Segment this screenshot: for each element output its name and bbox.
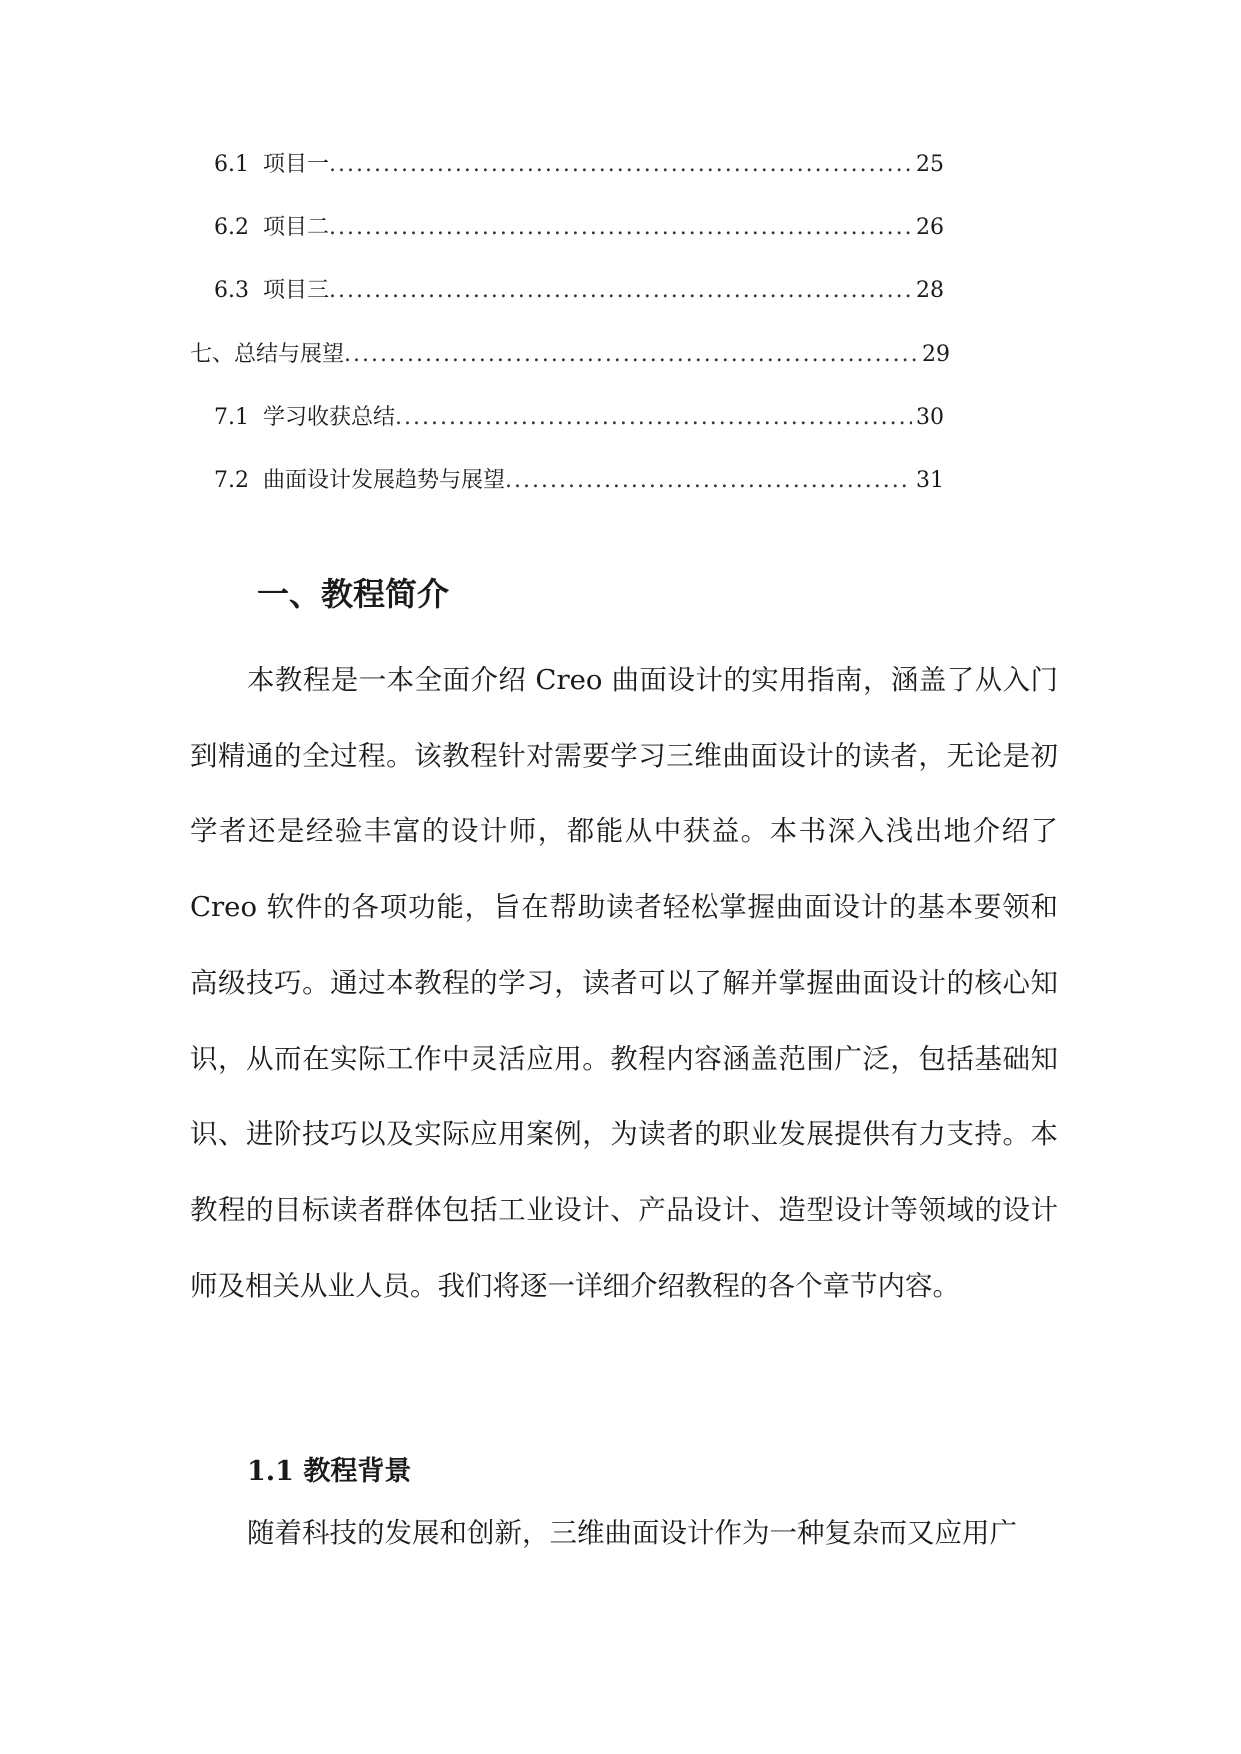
toc-entry-number: 6.2: [214, 215, 249, 240]
toc-entry-title: 七、总结与展望: [190, 342, 345, 367]
toc-entry[interactable]: [214, 211, 944, 245]
toc-entry-number: 6.3: [214, 278, 249, 303]
toc-entry-title: 项目二: [263, 215, 330, 240]
toc-entry-number: 6.1: [214, 152, 249, 177]
toc-leader-dots: [329, 148, 912, 182]
section-heading: 一、教程简介: [257, 575, 450, 613]
body-paragraph: 随着科技的发展和创新，三维曲面设计作为一种复杂而又应用广: [247, 1517, 1017, 1549]
toc-entry[interactable]: [214, 464, 944, 498]
toc-entry-title: 学习收获总结: [263, 405, 396, 430]
toc-entry-title: 曲面设计发展趋势与展望: [263, 468, 506, 493]
body-paragraph: 本教程是一本全面介绍 Creo 曲面设计的实用指南，涵盖了从入门到精通的全过程。该教程针对需要学习三维曲面设计的读者，无论是初学者还是经验丰富的设计师，都能从中获益。本书深入浅出地介绍了 Creo 软件的各项功能，旨在帮助读者轻松掌握曲面设计的基本要领和高级技巧。通过本教程的学习，读者可以了解并掌握曲面设计的核心知识，从而在实际工作中灵活应用。教程内容涵盖范围广泛，包括基础知识、进阶技巧以及实际应用案例，为读者的职业发展提供有力支持。本教程的目标读者群体包括工业设计、产品设计、造型设计等领域的设计师及相关从业人员。我们将逐一详细介绍教程的各个章节内容。: [190, 664, 1058, 1302]
toc-leader-dots: [505, 464, 912, 498]
toc-entry[interactable]: [214, 274, 944, 308]
toc-leader-dots: [329, 211, 912, 245]
toc-entry[interactable]: [214, 148, 944, 182]
toc-entry-page: 28: [916, 278, 944, 303]
toc-entry-number: 7.2: [214, 468, 249, 493]
toc-entry[interactable]: [190, 338, 950, 372]
toc-entry-page: 25: [916, 152, 944, 177]
toc-leader-dots: [329, 274, 912, 308]
toc-entry[interactable]: [214, 401, 944, 435]
toc-entry-page: 31: [916, 468, 944, 493]
toc-leader-dots: [395, 401, 912, 435]
toc-entry-title: 项目一: [263, 152, 330, 177]
toc-leader-dots: [344, 338, 918, 372]
toc-entry-title: 项目三: [263, 278, 330, 303]
toc-entry-page: 26: [916, 215, 944, 240]
toc-entry-number: 7.1: [214, 405, 249, 430]
toc-entry-page: 30: [916, 405, 944, 430]
subsection-heading: 1.1 教程背景: [247, 1456, 412, 1487]
toc-entry-page: 29: [922, 342, 950, 367]
